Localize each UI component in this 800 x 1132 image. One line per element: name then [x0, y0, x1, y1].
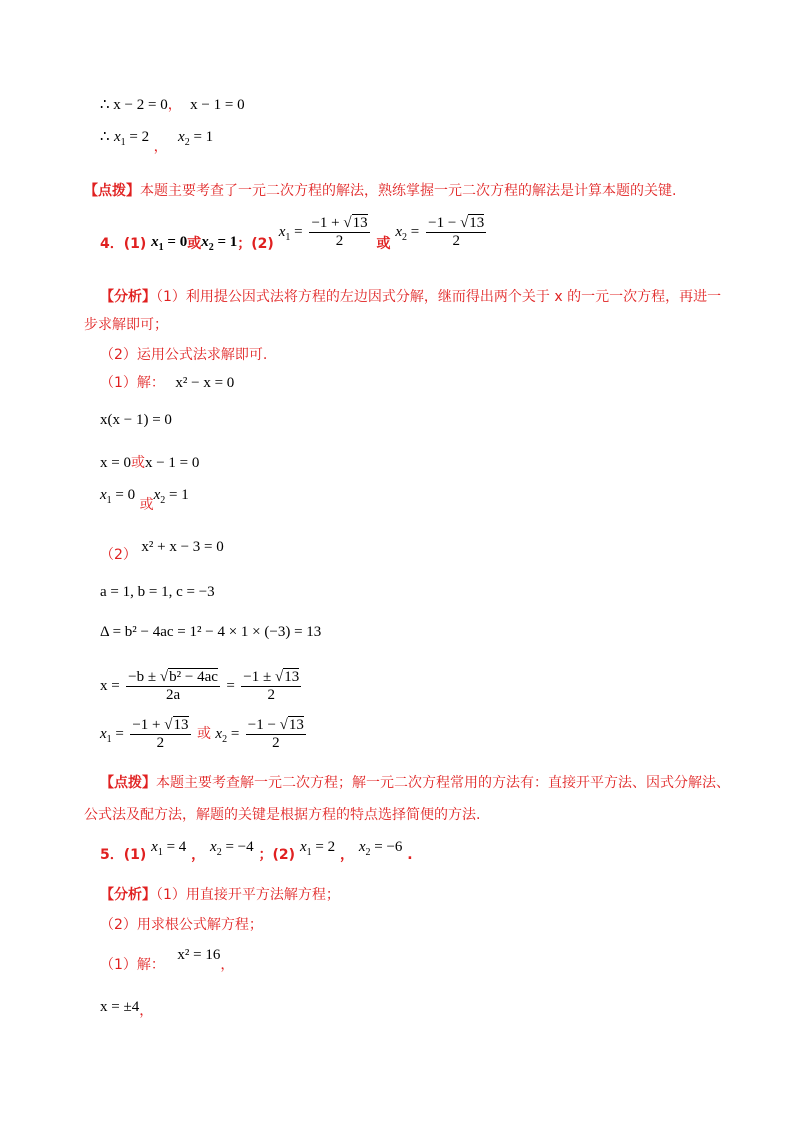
numerator: −1 − [428, 215, 461, 231]
value: = 0 [111, 487, 136, 503]
fraction: $\frac{-1 - √13}{2}$ [247, 717, 304, 751]
or-word: 或 [130, 455, 145, 471]
numerator: −1 + [132, 717, 165, 733]
variable-x2: x [153, 487, 161, 503]
equation: x² + x − 3 = 0 [141, 539, 224, 555]
subscript: 2 [216, 847, 222, 858]
equals-sign: = [290, 224, 303, 240]
denominator: 2a [165, 687, 181, 703]
analysis-line-3: （2）运用公式法求解即可. [100, 347, 268, 363]
subscript: 1 [306, 847, 312, 858]
variable-x2: x [178, 129, 185, 145]
note-text: 本题主要考查了一元二次方程的解法，熟练掌握一元二次方程的解法是计算本题的关键. [140, 183, 677, 199]
solution-step [100, 668, 303, 704]
equation: x = [100, 678, 120, 694]
subscript: 1 [106, 734, 112, 745]
or-word: 或 [139, 497, 154, 513]
solution-start [100, 536, 224, 563]
subscript: 2 [184, 137, 190, 148]
equals-sign: = [407, 224, 420, 240]
fraction: $\frac{-1 + √13}{2}$ [132, 717, 189, 751]
note-tag: 【点拨】 [100, 775, 156, 791]
comma: ， [167, 97, 182, 113]
radicand: 13 [352, 215, 368, 231]
variable-x2: x [201, 234, 209, 250]
solution-step [100, 484, 189, 513]
solution-step [100, 996, 154, 1019]
value: = 1 [165, 487, 189, 503]
subscript: 1 [158, 242, 164, 253]
subscript: 2 [402, 232, 408, 243]
analysis-text: （1）利用提公因式法将方程的左边因式分解，继而得出两个关于 x 的一元一次方程，再进一 [156, 289, 722, 305]
variable-x1: x [100, 726, 107, 742]
subscript: 2 [208, 242, 214, 253]
subscript: 2 [222, 734, 228, 745]
numerator: −b ± [128, 669, 160, 685]
value: = 2 [311, 839, 336, 855]
solution-step [100, 452, 199, 472]
comma: ， [191, 847, 206, 863]
subscript: 1 [285, 232, 291, 243]
comma: ， [153, 139, 168, 155]
subscript: 1 [106, 495, 112, 506]
fraction: $\frac{-1 - √13}{2}$ [428, 215, 485, 249]
radicand: 13 [469, 215, 485, 231]
question-number: 5．(1) [100, 847, 147, 863]
part-label: ；(2) [258, 847, 296, 863]
solution-result [100, 716, 308, 752]
denominator: 2 [267, 687, 275, 703]
subscript: 2 [365, 847, 371, 858]
radicand: b² − 4ac [169, 669, 218, 685]
variable-x2: x [215, 726, 223, 742]
question-number: 4．(1) [100, 236, 147, 252]
solution-step: Δ = b² − 4ac = 1² − 4 × 1 × (−3) = 13 [100, 624, 322, 640]
fraction: $\frac{-1 + √13}{2}$ [311, 215, 368, 249]
solution-label: （2） [100, 547, 137, 563]
value: = 4 [162, 839, 187, 855]
subscript: 1 [120, 137, 126, 148]
variable-x1: x [278, 224, 286, 240]
or-word: 或 [187, 236, 202, 252]
numerator: −1 − [247, 717, 280, 733]
solution-label: （1）解： [100, 957, 165, 973]
denominator: 2 [335, 233, 344, 249]
value: = 1 [213, 234, 238, 250]
or-word: 或 [376, 236, 391, 252]
value: = 1 [189, 129, 214, 145]
note-continuation: 公式法及配方法，解题的关键是根据方程的特点选择简便的方法. [84, 807, 481, 823]
variable-x1: x [299, 839, 307, 855]
denominator: 2 [272, 735, 280, 751]
radicand: 13 [173, 717, 189, 733]
numerator: −1 ± [243, 669, 275, 685]
variable-x1: x [100, 487, 107, 503]
equals-sign: = [111, 726, 124, 742]
variable-x1: x [151, 839, 158, 855]
analysis-tag: 【分析】 [100, 289, 156, 305]
solution-label: （1）解： [100, 375, 165, 391]
equation: x − 1 = 0 [144, 455, 200, 471]
numerator: −1 + [311, 215, 344, 231]
solution-start [100, 372, 234, 392]
subscript: 1 [157, 847, 163, 858]
comma: ， [339, 847, 354, 863]
analysis-line-2: （2）用求根公式解方程； [100, 917, 263, 933]
equation-line-2 [100, 126, 214, 155]
equation: x² − x = 0 [175, 375, 235, 391]
fraction: $\frac{-1 \pm √13}{2}$ [243, 669, 300, 703]
radicand: 13 [288, 717, 304, 733]
math-expression: ∴ x − 2 = 0 [100, 97, 168, 113]
part-label: ；(2) [237, 236, 274, 252]
radicand: 13 [284, 669, 300, 685]
answer-line-q5 [100, 836, 413, 863]
equation: x = 0 [100, 455, 131, 471]
or-word: 或 [196, 726, 211, 742]
therefore-symbol: ∴ [100, 129, 110, 145]
comma: ， [220, 957, 235, 973]
analysis-line-2: 步求解即可； [84, 317, 168, 333]
equals-sign: = [226, 678, 235, 694]
solution-step: x(x − 1) = 0 [100, 412, 172, 428]
variable-x1: x [114, 129, 121, 145]
note-tag: 【点拨】 [84, 183, 140, 199]
answer-line-q4 [100, 214, 488, 253]
note-text: 本题主要考查解一元二次方程；解一元二次方程常用的方法有：直接开平方法、因式分解法、 [156, 775, 730, 791]
solution-start [100, 944, 235, 973]
value: = −4 [221, 839, 254, 855]
comma: ， [139, 1003, 154, 1019]
note-paragraph [84, 180, 676, 200]
equation: x = ±4 [100, 999, 140, 1015]
equals-sign: = [227, 726, 240, 742]
subscript: 2 [160, 495, 166, 506]
solution-step: a = 1, b = 1, c = −3 [100, 584, 215, 600]
equation-line-1 [100, 94, 245, 114]
analysis-text: （1）用直接开平方法解方程； [156, 887, 340, 903]
denominator: 2 [452, 233, 460, 249]
analysis-tag: 【分析】 [100, 887, 156, 903]
variable-x1: x [151, 234, 159, 250]
period: . [407, 847, 413, 863]
math-expression: x − 1 = 0 [190, 97, 245, 113]
denominator: 2 [156, 735, 165, 751]
value: = 0 [163, 234, 188, 250]
analysis-line-1 [100, 884, 340, 904]
fraction: $\frac{\text{−b ± √b² − 4ac}}{2a}$ [128, 669, 218, 703]
equation: x² = 16 [177, 947, 221, 963]
variable-x2: x [210, 839, 217, 855]
variable-x2: x [395, 224, 403, 240]
variable-x2: x [358, 839, 366, 855]
note-paragraph [100, 772, 730, 792]
value: = 2 [125, 129, 150, 145]
value: = −6 [370, 839, 403, 855]
analysis-line-1 [100, 286, 721, 306]
